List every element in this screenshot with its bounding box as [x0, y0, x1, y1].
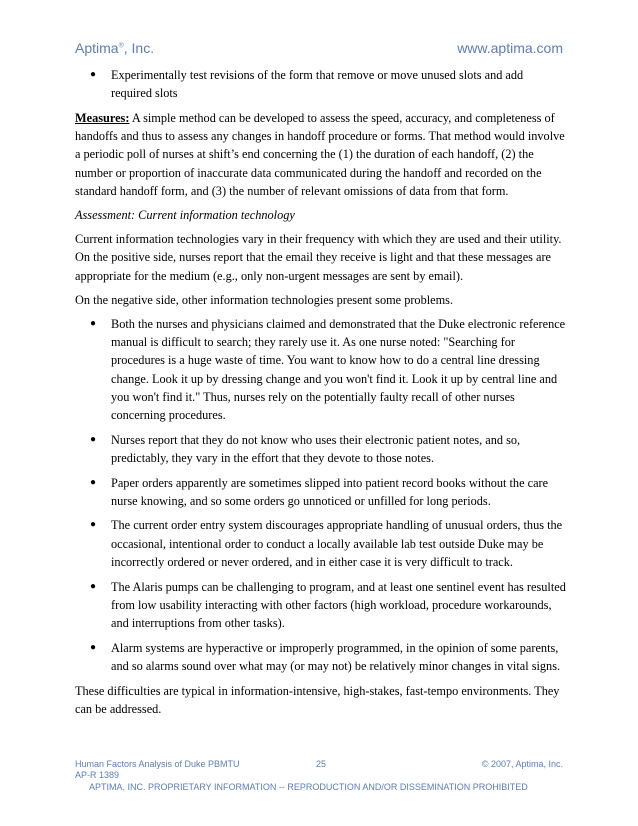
website-url: www.aptima.com: [457, 40, 563, 56]
list-item: ● Alarm systems are hyperactive or improperly programmed, in the opinion of some parents, and so alarms sound over what may (or may not) be relatively minor changes in vital signs.: [90, 640, 561, 673]
measures-paragraph: Measures: A simple method can be developed to assess the speed, accuracy, and completeness of handoffs and thus to assess any changes in handoff procedure or forms. That method would involve a periodic poll of nurses at shift’s end concerning the (1) the duration of each handoff, (2) the number or proportion of inaccurate data communicated during the handoff and recorded on the standard handoff form, and (3) the number of relevant omissions of data from that form.: [75, 110, 565, 198]
footer-doc-title: Human Factors Analysis of Duke PBMTU: [75, 759, 240, 769]
list-item: ● Both the nurses and physicians claimed and demonstrated that the Duke electronic reference manual is difficult to search; they rarely use it. As one nurse noted: "Searching for procedures is a huge waste of time. You want to know how to do a central line dressing change. Look it up by dressing change and you won't find it. Look it up by central line and you won't find it." Thus, nurses rely on the potentially faulty recall of other nurses concerning procedures.: [90, 316, 566, 422]
registered-mark: ®: [118, 42, 124, 50]
document-body: [75, 66, 567, 724]
bullet-icon: ●: [90, 641, 97, 653]
bullet-icon: ●: [90, 433, 97, 445]
measures-label: Measures:: [75, 110, 130, 125]
bullet-icon: ●: [90, 580, 97, 592]
page-number: 25: [316, 759, 327, 769]
list-item: ● Nurses report that they do not know who uses their electronic patient notes, and so, predictably, they vary in the effort that they devote to those notes.: [90, 432, 521, 465]
bullet-icon: ●: [90, 69, 97, 80]
list-item: ● The Alaris pumps can be challenging to program, and at least one sentinel event has resulted from low usability interacting with other factors (high workload, procedure workarounds, and interruptions from other tasks).: [90, 579, 566, 630]
list-item: ● Experimentally test revisions of the form that remove or move unused slots and add required slots: [90, 68, 524, 101]
bullet-icon: ●: [90, 476, 97, 488]
list-item: ● The current order entry system discourages appropriate handling of unusual orders, thus the occasional, intentional order to conduct a locally available lab test outside Duke may be incorrectly ordered or never ordered, and in either case it is very difficult to track.: [90, 518, 563, 569]
paragraph: Current information technologies vary in their frequency with which they are used and their utility. On the positive side, nurses report that the email they receive is light and that these messages are appropriate for the medium (e.g., only non-urgent messages are sent by email).: [75, 232, 562, 283]
company-name: Aptima®, Inc.: [75, 40, 155, 56]
footer-copyright: © 2007, Aptima, Inc.: [481, 759, 563, 769]
list-item: ● Paper orders apparently are sometimes slipped into patient record books without the care nurse knowing, and so some orders go unnoticed or unfilled for long periods.: [90, 475, 549, 508]
page-header: [75, 40, 563, 60]
bullet-list-problems: [75, 315, 567, 675]
bullet-icon: ●: [90, 519, 97, 531]
bullet-icon: ●: [90, 317, 97, 329]
bullet-list-top: [75, 66, 567, 102]
footer-notice: APTIMA, INC. PROPRIETARY INFORMATION -- REPRODUCTION AND/OR DISSEMINATION PROHIBITED: [89, 782, 528, 792]
paragraph: These difficulties are typical in information-intensive, high-stakes, fast-tempo environments. They can be addressed.: [75, 683, 560, 716]
paragraph: On the negative side, other information technologies present some problems.: [75, 292, 454, 307]
section-heading: Assessment: Current information technology: [75, 207, 295, 222]
footer-doc-id: AP-R 1389: [75, 770, 120, 780]
